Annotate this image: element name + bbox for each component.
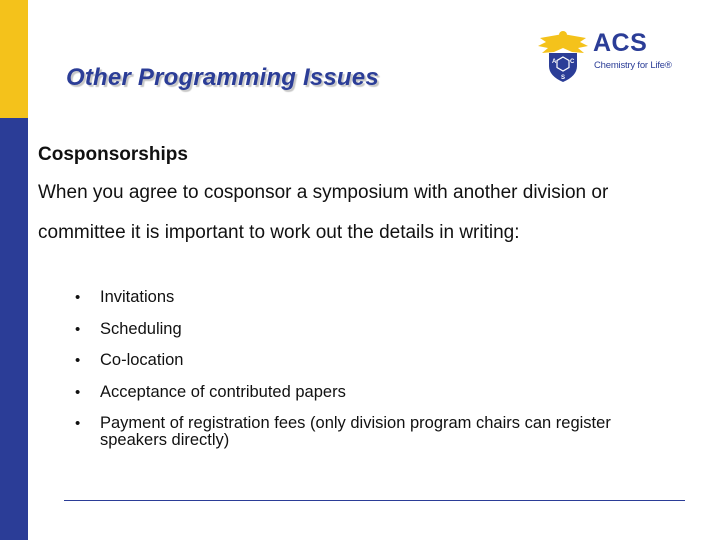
footer-divider bbox=[64, 500, 685, 501]
section-subheading: Cosponsorships bbox=[38, 144, 188, 165]
bullet-item: • Payment of registration fees (only division program chairs can register speakers directly) bbox=[75, 415, 675, 449]
slide-title: Other Programming Issues bbox=[66, 64, 379, 91]
left-bar-gold-accent bbox=[0, 0, 28, 118]
acs-logo bbox=[536, 28, 686, 84]
bullet-list bbox=[75, 289, 675, 464]
left-brand-bar bbox=[0, 0, 28, 540]
bullet-item: • Co-location bbox=[75, 352, 675, 369]
bullet-item: • Invitations bbox=[75, 289, 675, 306]
logo-tagline: Chemistry for Life® bbox=[594, 60, 672, 71]
emblem-letter-a: A bbox=[552, 59, 557, 65]
emblem-letter-c: C bbox=[570, 59, 575, 65]
bullet-item: • Scheduling bbox=[75, 321, 675, 338]
acs-emblem-icon bbox=[536, 28, 590, 84]
body-paragraph: When you agree to cosponsor a symposium with another division or committee it is important to work out the details in writing: bbox=[38, 182, 609, 243]
bullet-item: • Acceptance of contributed papers bbox=[75, 384, 675, 401]
logo-wordmark: ACS bbox=[593, 29, 648, 57]
emblem-letter-s: S bbox=[561, 75, 566, 81]
